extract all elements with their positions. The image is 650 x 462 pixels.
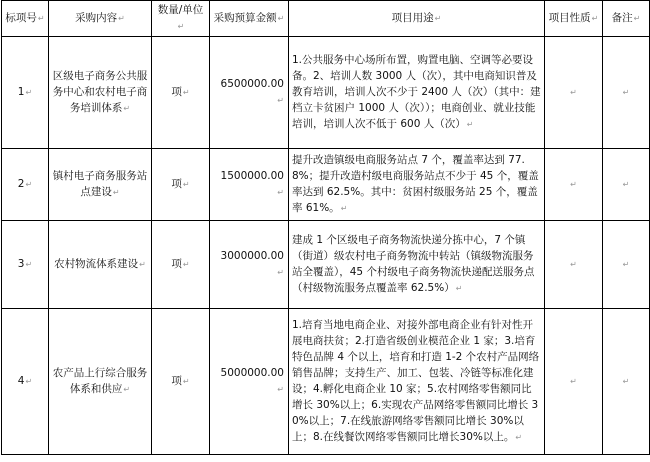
table-row — [2, 149, 650, 221]
cell-nature: ↵ — [545, 37, 603, 149]
header-item-no: 标项号↵ — [2, 1, 49, 37]
header-unit: 数量/单位↵ — [152, 1, 210, 37]
cell-item-no: 2↵ — [2, 149, 49, 221]
table-row — [2, 221, 650, 309]
cell-budget: 6500000.00↵ — [210, 37, 289, 149]
cell-unit: 项↵ — [152, 309, 210, 455]
cell-item-no: 1↵ — [2, 37, 49, 149]
procurement-table — [1, 0, 650, 455]
cell-remark: ↵ — [603, 309, 650, 455]
cell-content: 农产品上行综合服务体系和供应↵ — [49, 309, 152, 455]
cell-unit: 项↵ — [152, 149, 210, 221]
cell-budget: 3000000.00↵ — [210, 221, 289, 309]
cell-nature: ↵ — [545, 149, 603, 221]
cell-budget: 1500000.00↵ — [210, 149, 289, 221]
cell-remark: ↵ — [603, 37, 650, 149]
cell-purpose: 1.培育当地电商企业、对接外部电商企业有针对性开展电商扶贫；2.打造省级创业模范企业 1 家；3.培育特色品牌 4 个以上，培育和打造 1-2 个农村产品网络销售品牌；支持生产、加工、包装、冷链等标准化建设；4.孵化电商企业 10 家；5.农村网络零售额同比增长 30%以上；6.实现农产品网络零售额同比增长 30%以上；7.在线旅游网络零售额同比增长 30%以上；8.在线餐饮网络零售额同比增长30%以上。↵ — [289, 309, 545, 455]
table-row — [2, 37, 650, 149]
cell-nature: ↵ — [545, 309, 603, 455]
header-row — [2, 1, 650, 37]
header-content: 采购内容↵ — [49, 1, 152, 37]
cell-nature: ↵ — [545, 221, 603, 309]
cell-content: 镇村电子商务服务站点建设↵ — [49, 149, 152, 221]
table-row — [2, 309, 650, 455]
cell-budget: 5000000.00↵ — [210, 309, 289, 455]
cell-purpose: 提升改造镇级电商服务站点 7 个，覆盖率达到 77.8%；提升改造村级电商服务站点不少于 45 个，覆盖率达到 62.5%。其中：贫困村级服务站 25 个，覆盖率 61%。↵ — [289, 149, 545, 221]
cell-content: 区级电子商务公共服务中心和农村电子商务培训体系↵ — [49, 37, 152, 149]
header-purpose: 项目用途↵ — [289, 1, 545, 37]
cell-remark: ↵ — [603, 149, 650, 221]
cell-remark: ↵ — [603, 221, 650, 309]
cell-item-no: 3↵ — [2, 221, 49, 309]
cell-unit: 项↵ — [152, 221, 210, 309]
cell-content: 农村物流体系建设↵ — [49, 221, 152, 309]
header-remark: 备注↵ — [603, 1, 650, 37]
cell-purpose: 建成 1 个区级电子商务物流快递分拣中心，7 个镇（街道）级农村电子商务物流中转站（镇级物流服务站全覆盖），45 个村级电子商务物流快递配送服务点（村级物流服务点覆盖率 62.5%）↵ — [289, 221, 545, 309]
header-budget: 采购预算金额↵ — [210, 1, 289, 37]
header-nature: 项目性质↵ — [545, 1, 603, 37]
cell-purpose: 1.公共服务中心场所布置，购置电脑、空调等必要设备。2、培训人数 3000 人（次），其中电商知识普及教育培训，培训人次不少于 2400 人（次）（其中：建档立卡贫困户 1000 人（次））；电商创业、就业技能培训，培训人次不低于 600 人（次）↵ — [289, 37, 545, 149]
cell-item-no: 4↵ — [2, 309, 49, 455]
cell-unit: 项↵ — [152, 37, 210, 149]
